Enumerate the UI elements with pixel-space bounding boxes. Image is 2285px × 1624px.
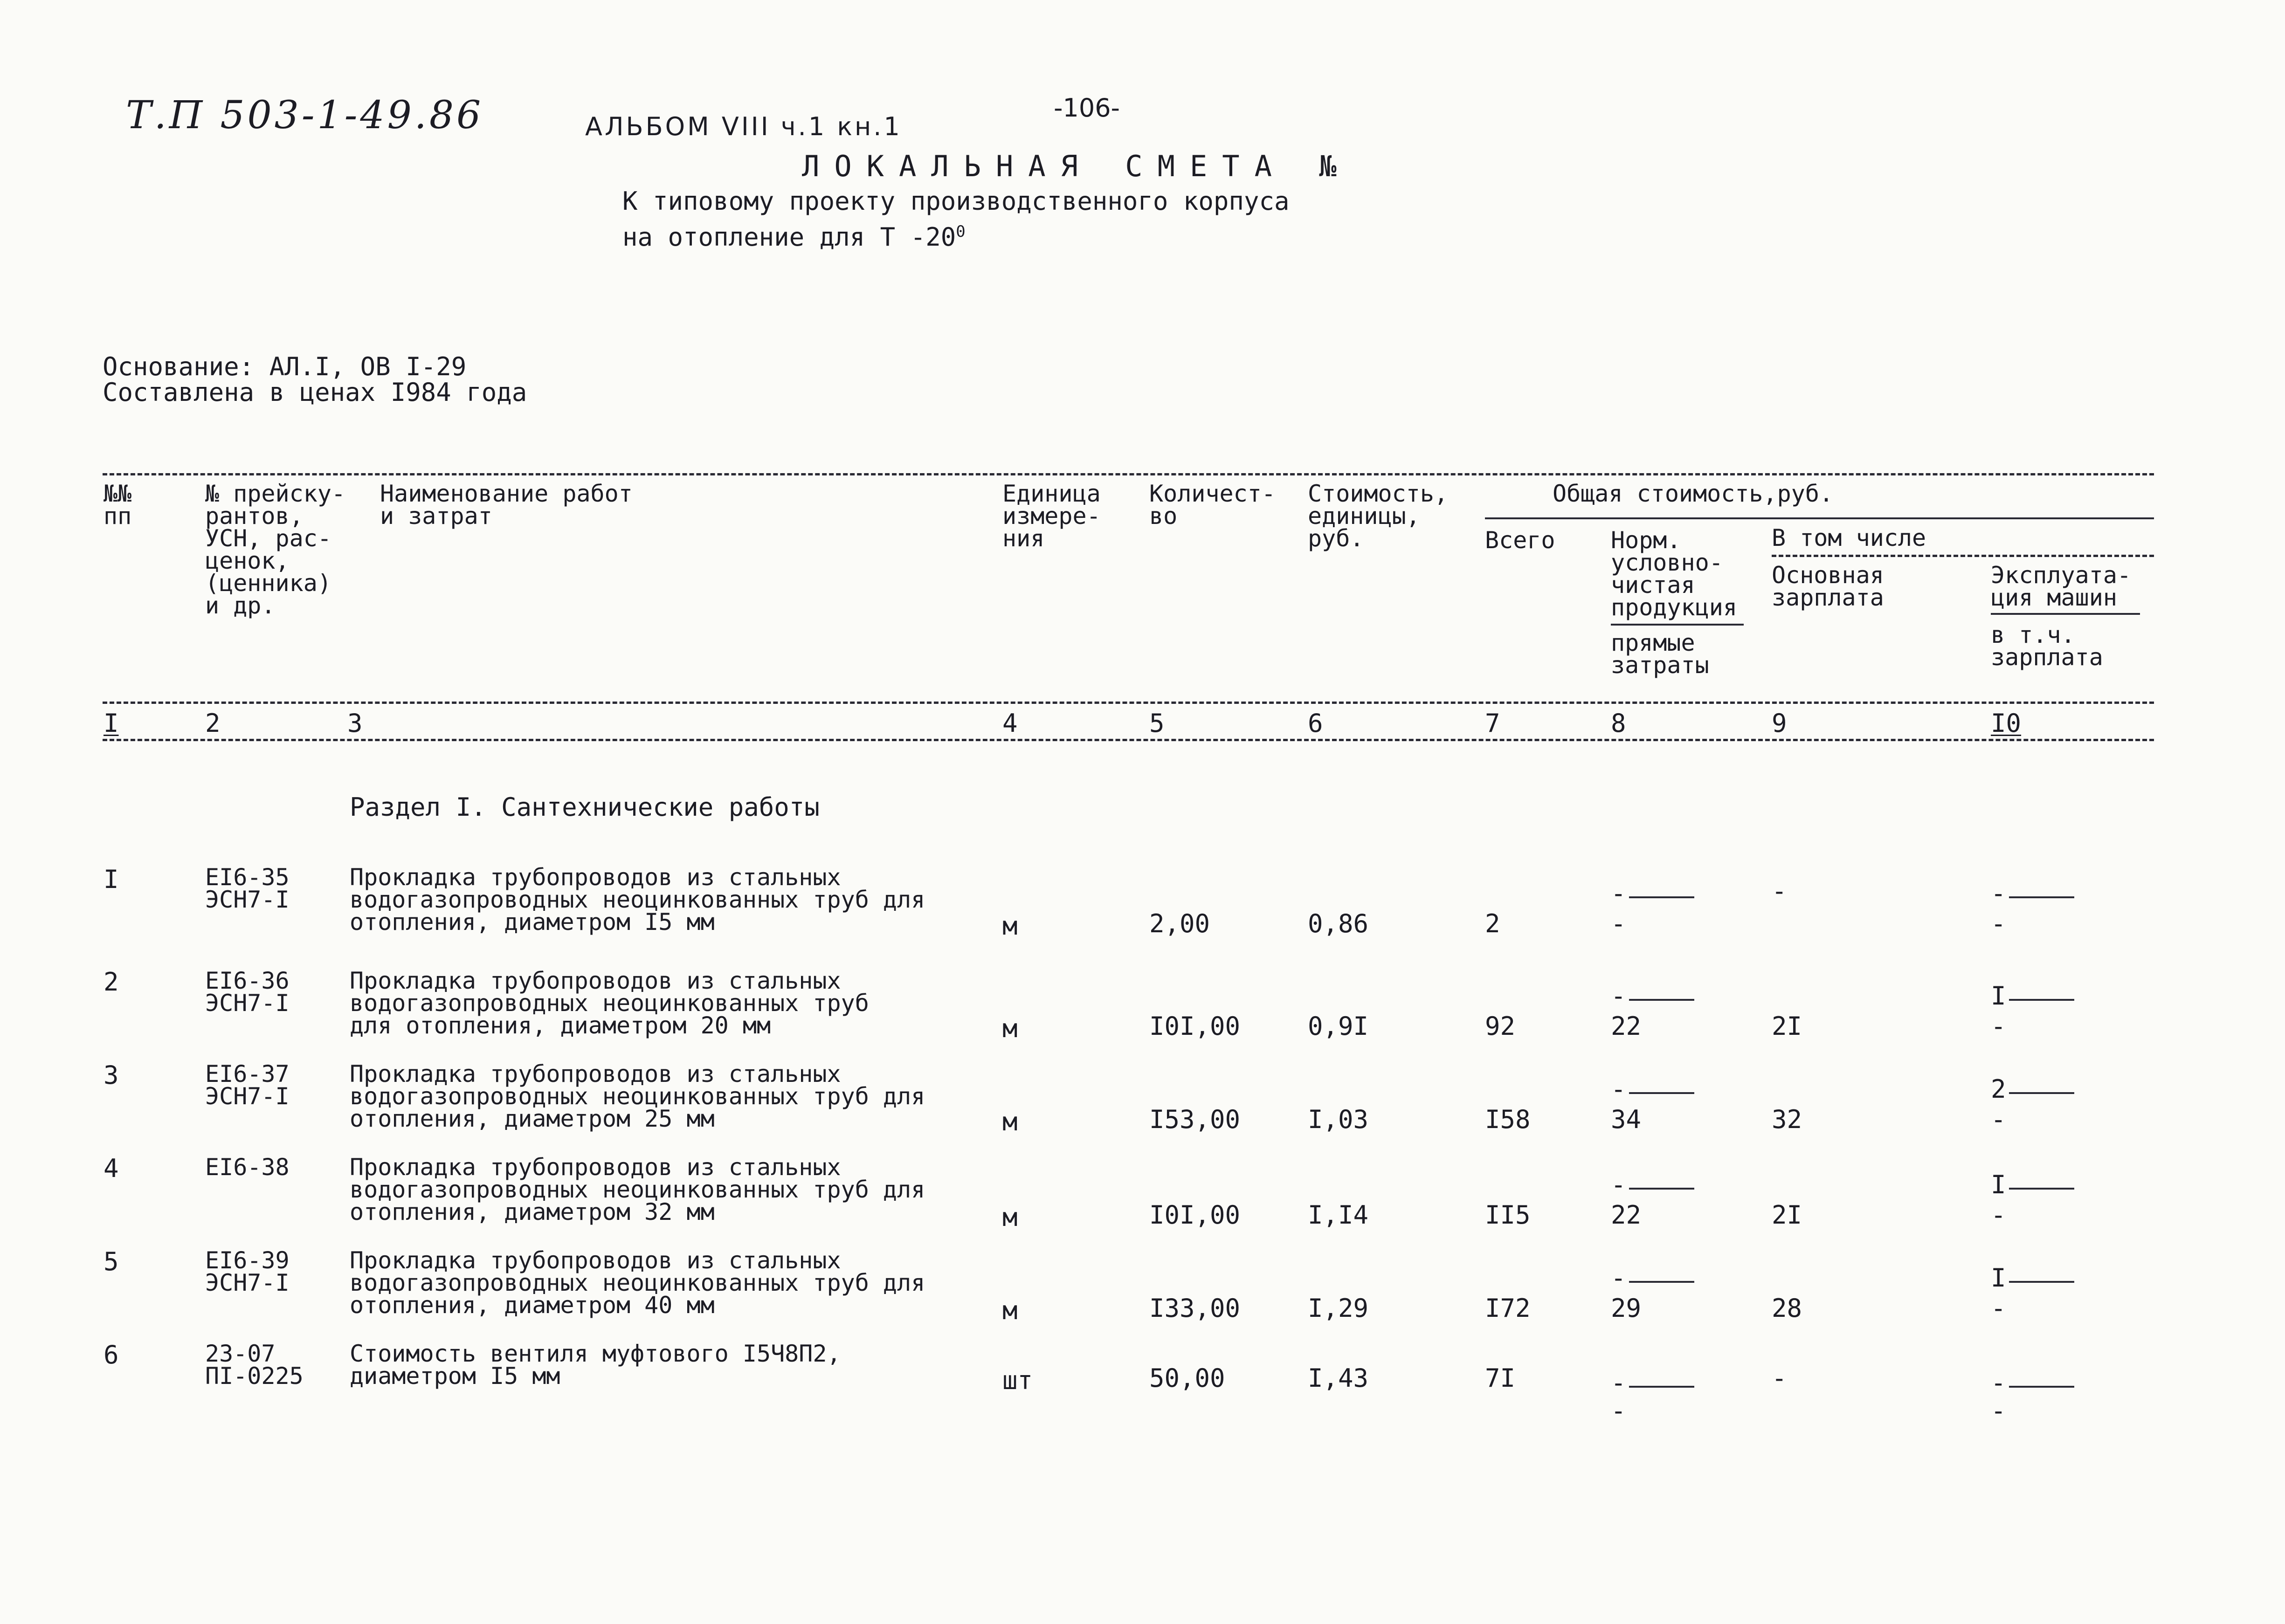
- row-c9: -: [1772, 1363, 1787, 1393]
- col-header-4: Единица измере- ния: [1002, 480, 1101, 552]
- row-unit-price: 0,9I: [1308, 1012, 1369, 1041]
- col-number-7: 7: [1485, 709, 1500, 738]
- row-number: 5: [104, 1247, 119, 1276]
- row-c8-bottom: 22: [1611, 1012, 1642, 1041]
- basis-line-1: Основание: АЛ.I, ОВ I-29: [103, 352, 467, 381]
- col-header-5: Количест- во: [1149, 480, 1276, 530]
- header-top-rule: [103, 473, 2154, 475]
- row-unit-price: 0,86: [1308, 909, 1369, 938]
- row-name: Прокладка трубопроводов из стальных водогазопроводных неоцинкованных труб для отопления, диаметром I5 мм: [350, 864, 925, 936]
- row-total: 92: [1485, 1012, 1516, 1041]
- row-codes: ЕI6-39 ЭСН7-I: [205, 1247, 290, 1296]
- row-c8-bottom: 22: [1611, 1200, 1642, 1230]
- row-c10-bottom: -: [1991, 1012, 2006, 1041]
- row-c8-top: -: [1611, 1266, 1694, 1291]
- row-total: II5: [1485, 1200, 1531, 1230]
- col-header-7: Всего: [1485, 527, 1555, 554]
- row-name: Прокладка трубопроводов из стальных водогазопроводных неоцинкованных труб для отопления, диаметром 32 мм: [350, 1154, 925, 1225]
- row-c8-top: -: [1611, 881, 1694, 906]
- subtitle-line-1: К типовому проекту производственного корпуса: [622, 186, 1290, 216]
- row-number: 2: [104, 967, 119, 997]
- album-stamp: АЛЬБОМ VIII ч.1 кн.1: [585, 112, 902, 141]
- col-number-3: 3: [347, 709, 363, 738]
- row-c8-top: -: [1611, 1172, 1694, 1197]
- row-unit: м: [1002, 1296, 1018, 1325]
- c8-split-rule: [1611, 624, 1744, 626]
- col-number-2: 2: [205, 709, 221, 738]
- row-number: 6: [104, 1340, 119, 1369]
- numbers-bottom-rule: [103, 739, 2154, 741]
- col-header-10-bottom: в т.ч. зарплата: [1991, 621, 2103, 671]
- row-number: I: [104, 865, 119, 894]
- basis-line-2: Составлена в ценах I984 года: [103, 378, 527, 407]
- col-number-10: I0: [1991, 709, 2022, 738]
- row-number: 3: [104, 1060, 119, 1090]
- row-quantity: I53,00: [1149, 1105, 1241, 1134]
- row-codes: 23-07 ПI-0225: [205, 1340, 304, 1390]
- row-c10-bottom: -: [1991, 1396, 2006, 1425]
- col-number-5: 5: [1149, 709, 1165, 738]
- col-number-4: 4: [1002, 709, 1018, 738]
- c10-split-rule: [1991, 613, 2140, 615]
- col-number-6: 6: [1308, 709, 1323, 738]
- row-unit-price: I,29: [1308, 1294, 1369, 1323]
- document-title: ЛОКАЛЬНАЯ СМЕТА №: [802, 149, 1352, 183]
- row-name: Стоимость вентиля муфтового I5Ч8П2, диаметром I5 мм: [350, 1340, 841, 1390]
- row-name: Прокладка трубопроводов из стальных водогазопроводных неоцинкованных труб для отопления, диаметром 20 мм: [350, 967, 869, 1039]
- row-quantity: I0I,00: [1149, 1012, 1241, 1041]
- row-codes: ЕI6-35 ЭСН7-I: [205, 864, 290, 913]
- row-number: 4: [104, 1154, 119, 1183]
- row-c10-bottom: -: [1991, 909, 2006, 938]
- row-c10-top: I: [1991, 984, 2074, 1009]
- row-c10-top: I: [1991, 1266, 2074, 1291]
- row-quantity: 2,00: [1149, 909, 1210, 938]
- row-c10-top: 2: [1991, 1077, 2074, 1102]
- row-c8-top: -: [1611, 1370, 1694, 1396]
- col-header-8-bottom: прямые затраты: [1611, 629, 1709, 679]
- row-total: I72: [1485, 1294, 1531, 1323]
- row-name: Прокладка трубопроводов из стальных водогазопроводных неоцинкованных труб для отопления, диаметром 25 мм: [350, 1060, 925, 1132]
- row-c8-bottom: -: [1611, 909, 1626, 938]
- row-codes: ЕI6-37 ЭСН7-I: [205, 1060, 290, 1110]
- row-total: I58: [1485, 1105, 1531, 1134]
- row-c9: 2I: [1772, 1200, 1802, 1230]
- col-number-9: 9: [1772, 709, 1787, 738]
- row-name: Прокладка трубопроводов из стальных водогазопроводных неоцинкованных труб для отопления, диаметром 40 мм: [350, 1247, 925, 1319]
- col-header-1: №№ пп: [104, 480, 132, 530]
- col-header-in-that-number: В том числе: [1772, 524, 1926, 551]
- row-c10-bottom: -: [1991, 1200, 2006, 1230]
- row-c9: 28: [1772, 1294, 1802, 1323]
- row-c10-bottom: -: [1991, 1294, 2006, 1323]
- subgroup-rule: [1772, 555, 2154, 557]
- row-unit: м: [1002, 911, 1018, 941]
- page-number: -106-: [1054, 93, 1120, 123]
- col-header-8-top: Норм. условно- чистая продукция: [1611, 527, 1737, 621]
- row-c10-top: -: [1991, 1370, 2074, 1396]
- row-c8-bottom: 29: [1611, 1294, 1642, 1323]
- col-number-1: I: [104, 709, 119, 738]
- row-c10-top: -: [1991, 881, 2074, 906]
- row-c8-top: -: [1611, 984, 1694, 1009]
- subtitle-line-2: на отопление для Т $-20^0$: [622, 222, 966, 252]
- row-c8-top: -: [1611, 1077, 1694, 1102]
- col-header-9: Основная зарплата: [1772, 562, 1884, 611]
- row-c8-bottom: 34: [1611, 1105, 1642, 1134]
- header-bottom-rule: [103, 702, 2154, 704]
- row-total: 2: [1485, 909, 1500, 938]
- row-c8-bottom: -: [1611, 1396, 1626, 1425]
- row-unit: м: [1002, 1014, 1018, 1043]
- section-title: Раздел I. Сантехнические работы: [350, 792, 820, 822]
- row-c10-bottom: -: [1991, 1105, 2006, 1134]
- group-rule: [1485, 517, 2154, 519]
- row-unit-price: I,43: [1308, 1363, 1369, 1393]
- row-unit: м: [1002, 1203, 1018, 1232]
- row-quantity: I33,00: [1149, 1294, 1241, 1323]
- col-header-group-total: Общая стоимость,руб.: [1553, 480, 1834, 507]
- row-codes: ЕI6-38: [205, 1154, 290, 1181]
- row-unit-price: I,03: [1308, 1105, 1369, 1134]
- row-unit-price: I,I4: [1308, 1200, 1369, 1230]
- row-quantity: I0I,00: [1149, 1200, 1241, 1230]
- row-codes: ЕI6-36 ЭСН7-I: [205, 967, 290, 1017]
- row-unit: шт: [1002, 1366, 1033, 1395]
- row-unit: м: [1002, 1107, 1018, 1136]
- row-c9: -: [1772, 876, 1787, 906]
- col-number-8: 8: [1611, 709, 1626, 738]
- document-code: Т.П 503-1-49.86: [126, 93, 484, 138]
- col-header-2: № прейску- рантов, УСН, рас- ценок, (ценника) и др.: [205, 480, 346, 619]
- col-header-10-top: Эксплуата- ция машин: [1991, 562, 2132, 611]
- row-c10-top: I: [1991, 1172, 2074, 1197]
- col-header-3: Наименование работ и затрат: [380, 480, 633, 530]
- row-c9: 2I: [1772, 1012, 1802, 1041]
- row-c9: 32: [1772, 1105, 1802, 1134]
- row-total: 7I: [1485, 1363, 1516, 1393]
- row-quantity: 50,00: [1149, 1363, 1225, 1393]
- col-header-6: Стоимость, единицы, руб.: [1308, 480, 1449, 552]
